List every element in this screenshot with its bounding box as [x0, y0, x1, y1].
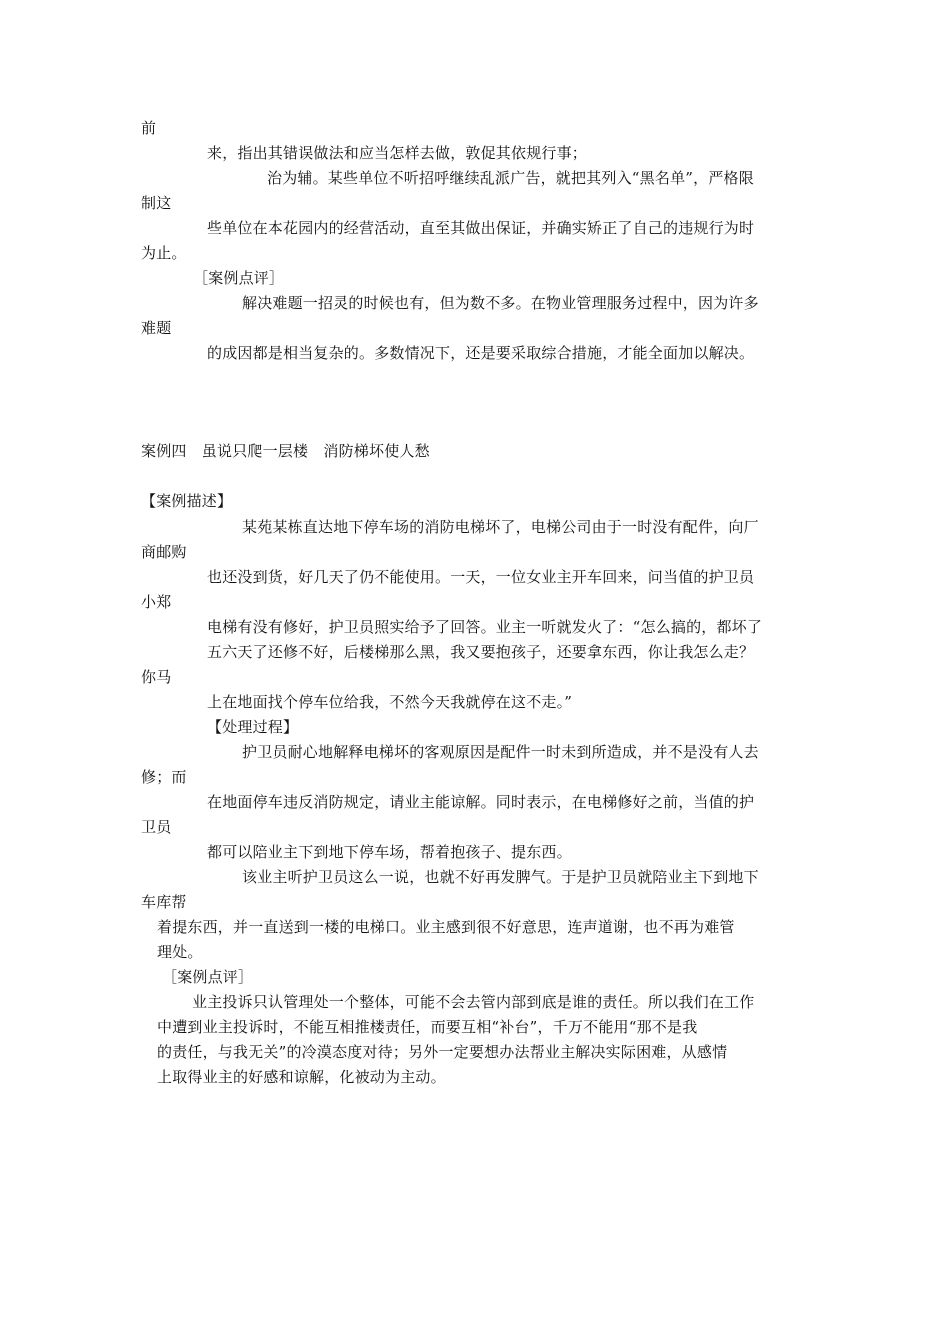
- section-heading: 【处理过程】: [207, 718, 299, 736]
- text-line: 着提东西，并一直送到一楼的电梯口。业主感到很不好意思，连声道谢，也不再为难管: [157, 918, 735, 936]
- section-heading: 【案例描述】: [141, 492, 233, 510]
- text-line: 的成因都是相当复杂的。多数情况下，还是要采取综合措施，才能全面加以解决。: [207, 344, 755, 362]
- text-line: 小郑: [141, 593, 172, 611]
- text-line: 些单位在本花园内的经营活动，直至其做出保证，并确实矫正了自己的违规行为时: [207, 219, 755, 237]
- text-line: 护卫员耐心地解释电梯坏的客观原因是配件一时未到所造成，并不是没有人去: [242, 743, 759, 761]
- text-line: 车库帮: [141, 893, 187, 911]
- section-heading: ［案例点评］: [162, 968, 254, 986]
- text-line: 电梯有没有修好，护卫员照实给予了回答。业主一听就发火了：“怎么搞的，都坏了: [207, 618, 763, 636]
- case-title: 案例四 虽说只爬一层楼 消防梯坏使人愁: [141, 442, 430, 460]
- text-line: 商邮购: [141, 543, 187, 561]
- text-line: 卫员: [141, 818, 172, 836]
- text-line: 你马: [141, 668, 172, 686]
- text-line: 来，指出其错误做法和应当怎样去做，敦促其依规行事；: [207, 144, 588, 162]
- text-line: 上在地面找个停车位给我，不然今天我就停在这不走。”: [207, 693, 573, 711]
- text-line: 中遭到业主投诉时，不能互相推楼责任，而要互相“补台”，千万不能用“那不是我: [157, 1018, 698, 1036]
- section-heading: ［案例点评］: [193, 269, 285, 287]
- text-line: 为止。: [141, 244, 187, 262]
- text-line: 难题: [141, 319, 172, 337]
- text-line: 业主投诉只认管理处一个整体，可能不会去管内部到底是谁的责任。所以我们在工作: [192, 993, 755, 1011]
- text-line: 五六天了还修不好，后楼梯那么黑，我又要抱孩子，还要拿东西，你让我怎么走？: [207, 643, 755, 661]
- text-line: 在地面停车违反消防规定，请业主能谅解。同时表示，在电梯修好之前，当值的护: [207, 793, 755, 811]
- text-line: 制这: [141, 194, 172, 212]
- text-line: 也还没到货，好几天了仍不能使用。一天，一位女业主开车回来，问当值的护卫员: [207, 568, 755, 586]
- text-line: 理处。: [157, 943, 203, 961]
- text-line: 治为辅。某些单位不听招呼继续乱派广告，就把其列入“黑名单”，严格限: [267, 169, 754, 187]
- text-line: 该业主听护卫员这么一说，也就不好再发脾气。于是护卫员就陪业主下到地下: [242, 868, 759, 886]
- text-line: 的责任，与我无关”的冷漠态度对待；另外一定要想办法帮业主解决实际困难，从感情: [157, 1043, 728, 1061]
- text-line: 解决难题一招灵的时候也有，但为数不多。在物业管理服务过程中，因为许多: [242, 294, 759, 312]
- text-line: 都可以陪业主下到地下停车场，帮着抱孩子、提东西。: [207, 843, 572, 861]
- text-line: 修；而: [141, 768, 187, 786]
- text-line: 前: [141, 119, 157, 137]
- text-line: 某苑某栋直达地下停车场的消防电梯坏了，电梯公司由于一时没有配件，向厂: [242, 518, 759, 536]
- text-line: 上取得业主的好感和谅解，化被动为主动。: [157, 1068, 446, 1086]
